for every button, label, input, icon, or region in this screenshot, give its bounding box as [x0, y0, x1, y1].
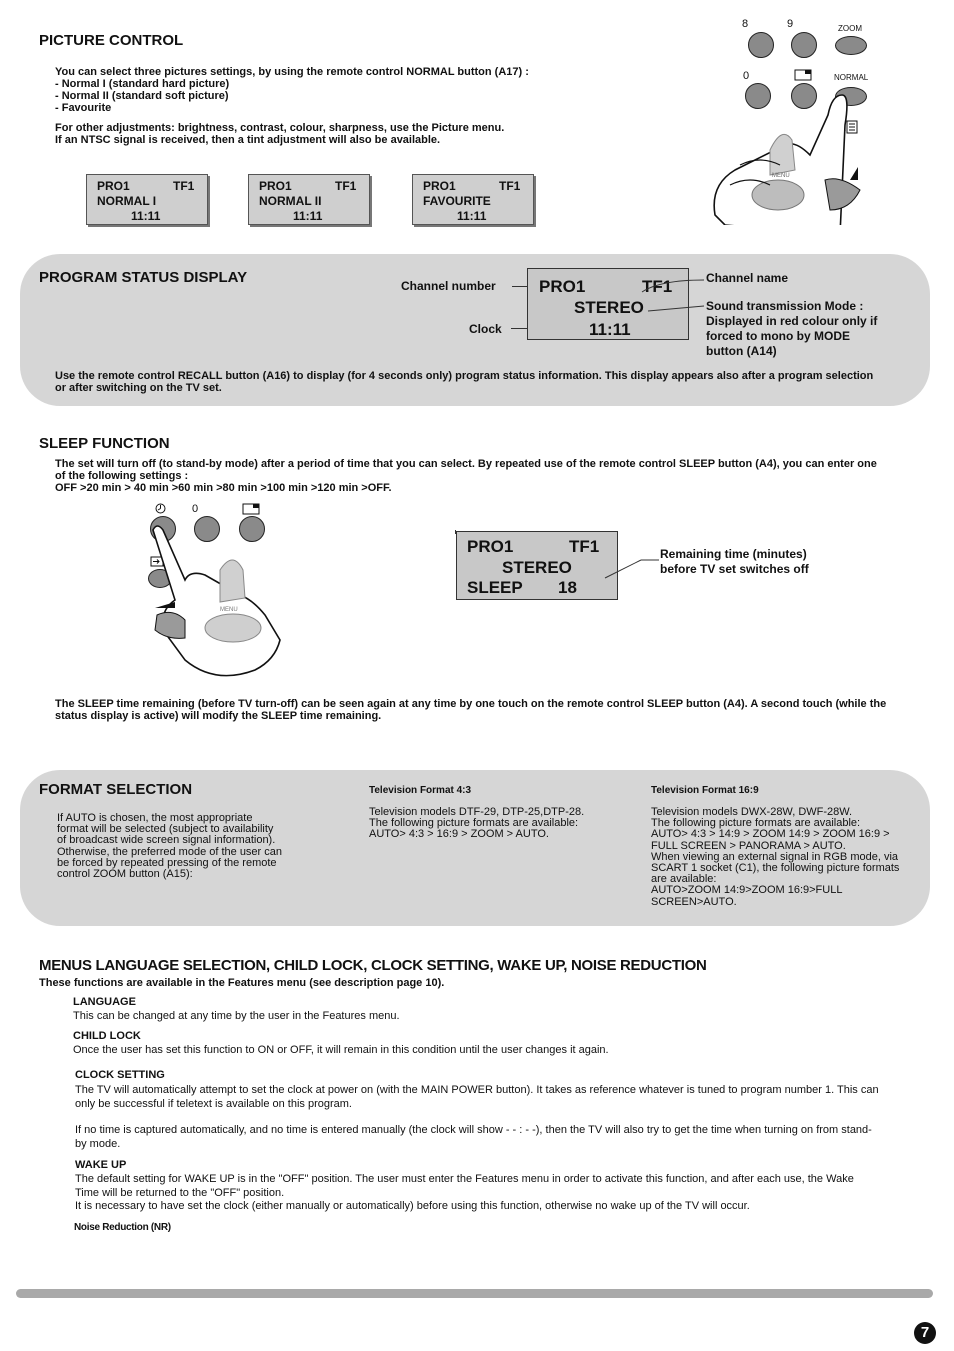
osd-channel: TF1 [569, 537, 600, 556]
sleep-footer-line: The SLEEP time remaining (before TV turn-off) can be seen again at any time by one touch on the remote control SLEEP button (A4). A second touch (while the [55, 698, 887, 710]
channel-number-label: Channel number [401, 279, 496, 293]
wake-up-line: The default setting for WAKE UP is in the "OFF" position. The user must enter the Features menu in order to activate this function, and after each use, the Wake [75, 1173, 854, 1185]
sound-mode-block [706, 299, 877, 359]
child-lock-text: Once the user has set this function to ON or OFF, it will remain in this condition until the user changes it again. [73, 1044, 609, 1056]
format-auto-line: If AUTO is chosen, the most appropriate [57, 812, 253, 824]
hand-pressing-icon [145, 520, 295, 685]
menus-title: MENUS LANGUAGE SELECTION, CHILD LOCK, CLOCK SETTING, WAKE UP, NOISE REDUCTION [39, 957, 707, 974]
osd-prog: PRO1 [423, 179, 456, 193]
format-auto-line: Otherwise, the preferred mode of the user can [57, 845, 283, 858]
wake-up-text [75, 1173, 854, 1214]
picture-note: For other adjustments: brightness, contrast, colour, sharpness, use the Picture menu. [55, 122, 505, 134]
osd-sound: STEREO [502, 558, 572, 577]
osd-prog: PRO1 [467, 537, 514, 556]
remote-label-menu: MENU [220, 607, 238, 613]
remote-label-9: 9 [787, 18, 794, 30]
language-text: This can be changed at any time by the user in the Features menu. [73, 1010, 400, 1022]
osd-channel: TF1 [335, 179, 357, 193]
picture-option: - Normal I (standard hard picture) [55, 78, 230, 90]
clock-setting-line: only be successful if teletext is available on this program. [75, 1098, 352, 1110]
menus-subtitle: These functions are available in the Features menu (see description page 10). [39, 977, 445, 989]
remote-label-normal: NORMAL [834, 73, 869, 82]
format-auto-text [57, 813, 282, 880]
picture-intro-text: You can select three pictures settings, by using the remote control NORMAL button (A17) : [55, 66, 529, 78]
picture-control-title: PICTURE CONTROL [39, 32, 184, 49]
osd-mode: FAVOURITE [423, 194, 491, 208]
tv43-title: Television Format 4:3 [369, 785, 472, 796]
osd-prog: PRO1 [259, 179, 292, 193]
format-auto-line: format will be selected (subject to availability [57, 823, 274, 836]
tv43-line: AUTO> 4:3 > 16:9 > ZOOM > AUTO. [369, 828, 549, 841]
format-auto-line: be forced by repeated pressing of the remote [57, 856, 277, 869]
sleep-desc-line: of the following settings : [55, 470, 189, 482]
clock-setting-line: If no time is captured automatically, and no time is entered manually (the clock will show - - : - -), then the TV will also try to get the time when turning on from stand- [75, 1124, 872, 1136]
tv43-line: Television models DTF-29, DTP-25,DTP-28. [369, 806, 585, 818]
sleep-desc-line: OFF >20 min > 40 min >60 min >80 min >100 min >120 min >OFF. [55, 482, 392, 494]
wake-up-line: It is necessary to have set the clock (either manually or automatically) before using this function, otherwise no wake up of the TV will occur. [75, 1200, 750, 1212]
tv169-line: Television models DWX-28W, DWF-28W. [651, 806, 853, 818]
sleep-osd [456, 531, 618, 600]
osd-mode: NORMAL II [259, 194, 322, 208]
clock-label: Clock [469, 322, 502, 336]
picture-option: - Normal II (standard soft picture) [55, 90, 229, 102]
language-title: LANGUAGE [73, 996, 136, 1008]
remote-button-zoom [835, 36, 867, 55]
osd-mode: NORMAL I [97, 194, 157, 208]
tv43-text [369, 807, 584, 841]
osd-normal-2 [248, 174, 370, 225]
osd-sound: STEREO [574, 298, 644, 317]
sleep-title: SLEEP FUNCTION [39, 435, 170, 452]
tv169-line: FULL SCREEN > PANORAMA > AUTO. [651, 839, 846, 852]
clock-setting-text [75, 1083, 879, 1151]
tv169-line: SCREEN>AUTO. [651, 895, 737, 908]
format-auto-line: control ZOOM button (A15): [57, 868, 193, 881]
osd-prog: PRO1 [539, 277, 586, 296]
osd-sleep-value: 18 [558, 578, 577, 597]
program-status-title: PROGRAM STATUS DISPLAY [39, 269, 248, 286]
remote-button-8 [748, 32, 774, 58]
remaining-time-leader [603, 556, 661, 580]
osd-normal-1 [86, 174, 208, 225]
tv169-text [651, 807, 899, 908]
osd-time: 11:11 [457, 209, 487, 223]
osd-time: 11:11 [589, 320, 631, 339]
page-number: 7 [914, 1322, 936, 1344]
picture-note: If an NTSC signal is received, then a tint adjustment will also be available. [55, 134, 441, 146]
channel-name-label: Channel name [706, 271, 789, 285]
program-status-desc-line: or after switching on the TV set. [55, 382, 222, 394]
clock-setting-line: The TV will automatically attempt to set the clock at power on (with the MAIN POWER button). It takes as reference whatever is tuned to program number 1. This can [75, 1084, 879, 1096]
tv169-line: AUTO> 4:3 > 14:9 > ZOOM 14:9 > ZOOM 16:9 > [651, 828, 890, 841]
osd-prog: PRO1 [97, 179, 130, 193]
remaining-time-line: before TV set switches off [660, 562, 809, 576]
clock-setting-title: CLOCK SETTING [75, 1069, 165, 1081]
picture-control-notes [55, 122, 504, 146]
remote-label-0: 0 [743, 70, 750, 82]
sleep-clock-icon [155, 503, 166, 514]
sleep-footer-line: status display is active) will modify the SLEEP time remaining. [55, 710, 382, 722]
tv169-line: When viewing an external signal in RGB mode, via [651, 850, 899, 863]
sleep-desc [55, 458, 877, 494]
tv169-line: AUTO>ZOOM 14:9>ZOOM 16:9>FULL [651, 884, 843, 897]
sleep-footer [55, 698, 886, 722]
sound-mode-desc: forced to mono by MODE [706, 329, 850, 343]
remote-label-0: 0 [192, 503, 199, 515]
tv169-line: are available: [651, 873, 717, 886]
wake-up-line: Time will be returned to the "OFF" position. [75, 1186, 285, 1199]
program-status-desc-line: Use the remote control RECALL button (A16) to display (for 4 seconds only) program status information. This display appears also after a program selection [55, 370, 874, 382]
remote-illustration-top [700, 15, 900, 225]
osd-channel: TF1 [499, 179, 521, 193]
osd-favourite [412, 174, 534, 225]
hand-pressing-icon [700, 85, 900, 225]
picture-option: - Favourite [55, 102, 112, 114]
child-lock-title: CHILD LOCK [73, 1030, 141, 1042]
sound-mode-desc: button (A14) [706, 344, 777, 358]
remaining-time-line: Remaining time (minutes) [660, 547, 807, 561]
sound-mode-desc: Displayed in red colour only if [706, 314, 878, 328]
screen-mode-icon [242, 503, 260, 515]
tv169-line: SCART 1 socket (C1), the following picture formats [651, 862, 900, 875]
sound-mode-label: Sound transmission Mode : [706, 299, 864, 313]
format-auto-line: of broadcast wide screen signal information). [57, 834, 276, 847]
picture-control-intro [55, 66, 529, 114]
program-status-desc [55, 370, 873, 394]
sleep-desc-line: The set will turn off (to stand-by mode) after a period of time that you can select. By repeated use of the remote control SLEEP button (A4), you can enter one [55, 458, 877, 470]
clock-setting-line: by mode. [75, 1138, 121, 1150]
format-title: FORMAT SELECTION [39, 781, 193, 798]
noise-reduction-title: Noise Reduction (NR) [74, 1222, 171, 1233]
osd-sleep-label: SLEEP [467, 578, 523, 597]
remote-label-zoom: ZOOM [838, 24, 862, 33]
tv169-line: The following picture formats are available: [651, 817, 861, 830]
remote-label-8: 8 [742, 18, 749, 30]
remote-button-9 [791, 32, 817, 58]
tv43-line: The following picture formats are available: [369, 817, 579, 830]
footer-bar [16, 1289, 933, 1298]
wake-up-title: WAKE UP [75, 1159, 127, 1171]
remaining-time-label [660, 547, 809, 577]
screen-mode-icon [794, 69, 812, 81]
tv169-title: Television Format 16:9 [651, 785, 759, 796]
osd-time: 11:11 [131, 209, 161, 223]
status-leaders [640, 276, 710, 316]
osd-channel: TF1 [173, 179, 195, 193]
remote-illustration-sleep [145, 500, 295, 685]
osd-time: 11:11 [293, 209, 323, 223]
osd-channel: TF1 [642, 277, 673, 296]
remote-label-menu: MENU [772, 173, 790, 179]
